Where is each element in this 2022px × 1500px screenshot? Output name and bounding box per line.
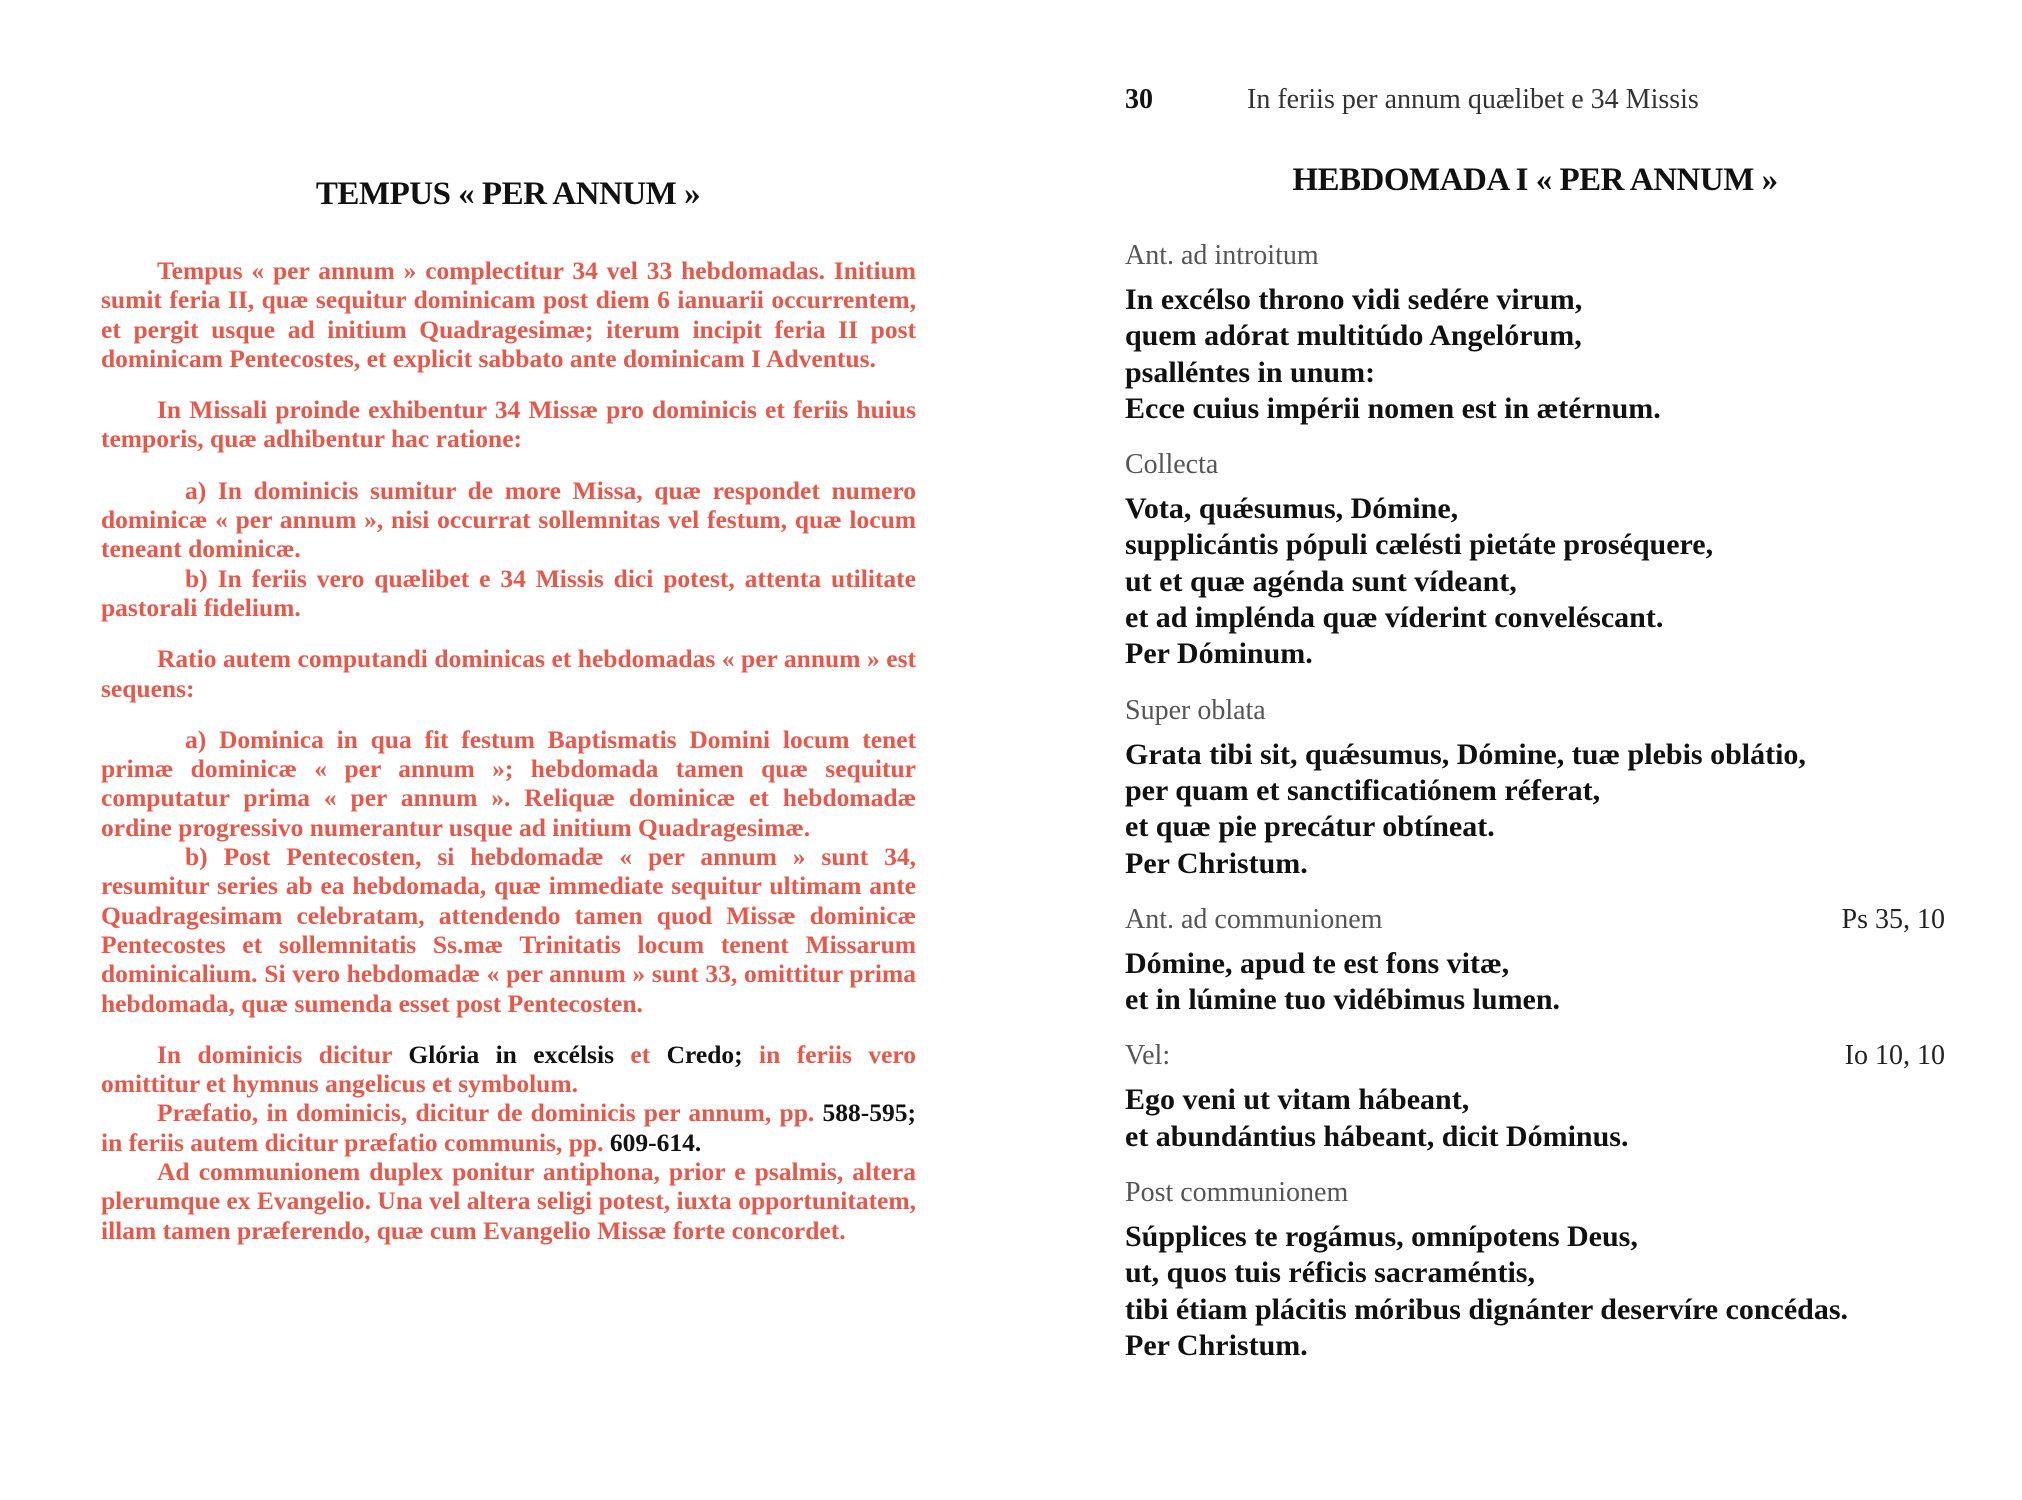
super-oblata-label: Super oblata xyxy=(1125,694,1266,726)
communion-reference: Ps 35, 10 xyxy=(1841,903,1945,935)
rubric-paragraph: In Missali proinde exhibentur 34 Missæ pro dominicis et feriis huius temporis, quæ adhibentur hac ratione: xyxy=(101,395,916,454)
rubric-paragraph: Ad communionem duplex ponitur antiphona, prior e psalmis, altera plerumque ex Evangelio. Una vel altera seligi potest, iuxta opportunitatem, illam tamen præferendo, quæ cum Evangelio Missæ forte concordet. xyxy=(101,1157,916,1245)
gloria-text: Glória in excélsis xyxy=(408,1039,614,1069)
collect-text: Vota, quǽsumus, Dómine, supplicántis pópuli cælésti pietáte proséquere, ut et quæ agénda sunt vídeant, et ad impléndа quæ víderint conveléscant. Per Dóminum. xyxy=(1125,492,1714,671)
left-page-title: TEMPUS « PER ANNUM » xyxy=(315,176,701,212)
collect-label: Collecta xyxy=(1125,449,1219,481)
postcommunion-label: Post communionem xyxy=(1125,1177,1349,1209)
rubric-text: In dominicis dicitur xyxy=(157,1039,409,1069)
rubric-paragraph xyxy=(101,1098,916,1157)
introit-label: Ant. ad introitum xyxy=(1125,240,1319,271)
postcommunion-text: Súpplices te rogámus, omnípotens Deus, ut, quos tuis réficis sacraméntis, tibi étiam plácitis móribus dignánter deservíre concédas. Per Christum. xyxy=(1125,1220,1849,1362)
page-reference: 588-595; xyxy=(822,1098,916,1128)
super-oblata-text: Grata tibi sit, quǽsumus, Dómine, tuæ plebis oblátio, per quam et sanctificatiónem réferat, et quæ pie precátur obtíneat. Per Christum. xyxy=(1125,737,1806,880)
communion-alt-label: Vel: Io 10, 10 xyxy=(1125,1038,1945,1074)
rubric-text: in feriis vero omittitur et hymnus angelicus et symbolum. xyxy=(101,1039,917,1099)
right-page-title: HEBDOMADA I « PER ANNUM » xyxy=(1292,162,1778,198)
rubrics-block xyxy=(101,256,916,1245)
communion-alt-reference: Io 10, 10 xyxy=(1844,1040,1945,1072)
rubric-paragraph: b) In feriis vero quælibet e 34 Missis dici potest, attenta utilitate pastorali fidelium. xyxy=(101,563,916,622)
communion-alt-text: Ego veni ut vitam hábeant, et abundántius hábeant, dicit Dóminus. xyxy=(1125,1083,1629,1153)
rubric-paragraph: b) Post Pentecosten, si hebdomadæ « per annum » sunt 34, resumitur series ab ea hebdomada, quæ immediate sequitur ultimam ante Quadragesimam celebratam, attendendo tamen quod Missæ dominicæ Pentecostes et sollemnitatis Ss.mæ Trinitatis locum tenent Missarum dominicalium. Si vero hebdomadæ « per annum » sunt 33, omittitur prima hebdomada, quæ sumenda esset post Pentecosten. xyxy=(101,842,916,1018)
introit-text: In excélso throno vidi sedére virum, quem adórat multitúdo Angelórum, psalléntes in unum: Ecce cuius impérii nomen est in ætérnum. xyxy=(1125,283,1661,425)
rubric-paragraph: Ratio autem computandi dominicas et hebdomadas « per annum » est sequens: xyxy=(101,644,916,703)
credo-text: Credo; xyxy=(666,1039,743,1069)
rubric-paragraph: a) In dominicis sumitur de more Missa, quæ respondet numero dominicæ « per annum », nisi occurrat sollemnitas vel festum, quæ locum teneant dominicæ. xyxy=(101,475,916,564)
rubric-paragraph: Tempus « per annum » complectitur 34 vel 33 hebdomadas. Initium sumit feria II, quæ sequitur dominicam post diem 6 ianuarii occurrentem, et pergit usque ad initium Quadragesimæ; iterum incipit feria II post dominicam Pentecostes, et explicit sabbato ante dominicam I Adventus. xyxy=(101,256,916,373)
communion-text: Dómine, apud te est fons vitæ, et in lúmine tuo vidébimus lumen. xyxy=(1125,946,1561,1017)
propers-block xyxy=(1125,238,1945,1364)
rubric-paragraph: a) Dominica in qua fit festum Baptismatis Domini locum tenet primæ dominicæ « per annum »; hebdomada tamen quæ sequitur computatur prima « per annum ». Reliquæ dominicæ et hebdomadæ ordine progressivo numerantur usque ad initium Quadragesimæ. xyxy=(101,724,916,842)
rubric-text: et xyxy=(614,1039,667,1069)
rubric-text: Præfatio, in dominicis, dicitur de dominicis per annum, pp. xyxy=(157,1098,823,1128)
running-head-text: In feriis per annum quælibet e 34 Missis xyxy=(1247,84,1699,115)
right-page xyxy=(1011,0,2022,1500)
page-reference: 609-614. xyxy=(609,1127,702,1157)
rubric-text: in feriis autem dicitur præfatio communis, pp. xyxy=(101,1127,610,1157)
rubric-paragraph xyxy=(101,1040,916,1099)
running-head xyxy=(1125,84,1825,116)
communion-label: Ant. ad communionem Ps 35, 10 xyxy=(1125,902,1945,938)
page-number: 30 xyxy=(1125,84,1153,115)
